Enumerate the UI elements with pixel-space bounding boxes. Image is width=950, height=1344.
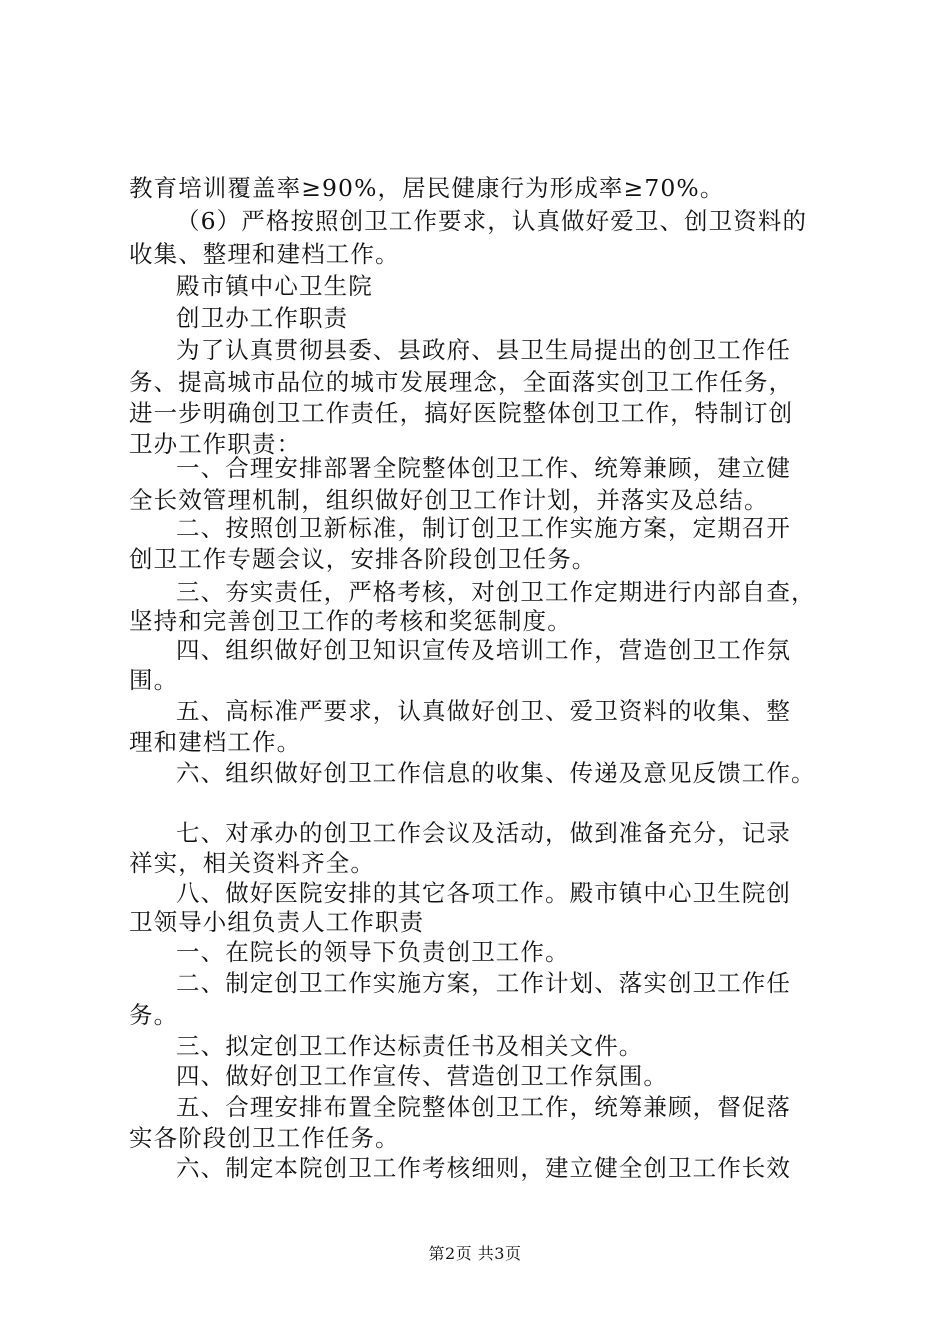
text-line: 三、拟定创卫工作达标责任书及相关文件。 (176, 1032, 644, 1060)
text-line: 实各阶段创卫工作任务。 (129, 1124, 400, 1152)
text-line: 殿市镇中心卫生院 (176, 272, 373, 300)
text-line: 二、制定创卫工作实施方案，工作计划、落实创卫工作任 (176, 969, 791, 997)
text-line: 五、合理安排布置全院整体创卫工作，统筹兼顾，督促落 (176, 1093, 791, 1121)
text-line: 三、夯实责任，严格考核，对创卫工作定期进行内部自查， (176, 578, 816, 606)
text-line: 创卫工作专题会议，安排各阶段创卫任务。 (129, 545, 597, 573)
text-line: 坚持和完善创卫工作的考核和奖惩制度。 (129, 607, 572, 635)
text-line: 围。 (129, 666, 179, 694)
page-number: 第2页 共3页 (428, 1244, 522, 1263)
text-line: 理和建档工作。 (129, 728, 302, 756)
text-line: 教育培训覆盖率≥90%，居民健康行为形成率≥70%。 (129, 174, 725, 202)
text-line: 卫领导小组负责人工作职责 (129, 908, 425, 936)
text-line: 六、制定本院创卫工作考核细则，建立健全创卫工作长效 (176, 1154, 791, 1182)
text-line: 务、提高城市品位的城市发展理念，全面落实创卫工作任务， (129, 368, 794, 396)
text-line: 四、组织做好创卫知识宣传及培训工作，营造创卫工作氛 (176, 636, 791, 664)
text-line: 一、合理安排部署全院整体创卫工作、统筹兼顾，建立健 (176, 454, 791, 482)
text-line: 收集、整理和建档工作。 (129, 240, 400, 268)
text-line: 全长效管理机制，组织做好创卫工作计划，并落实及总结。 (129, 486, 769, 514)
text-line: 二、按照创卫新标准，制订创卫工作实施方案，定期召开 (176, 514, 791, 542)
text-line: 创卫办工作职责 (176, 304, 349, 332)
text-line: 四、做好创卫工作宣传、营造创卫工作氛围。 (176, 1062, 668, 1090)
text-line: 七、对承办的创卫工作会议及活动，做到准备充分，记录 (176, 819, 791, 847)
text-line: 一、在院长的领导下负责创卫工作。 (176, 938, 570, 966)
text-line: 祥实，相关资料齐全。 (129, 849, 375, 877)
text-line: 务。 (129, 1001, 179, 1029)
text-line: 卫办工作职责： (129, 430, 302, 458)
text-line: 五、高标准严要求，认真做好创卫、爱卫资料的收集、整 (176, 697, 791, 725)
text-line: 八、做好医院安排的其它各项工作。殿市镇中心卫生院创 (176, 879, 791, 907)
text-line: 进一步明确创卫工作责任，搞好医院整体创卫工作，特制订创 (129, 399, 794, 427)
text-line: 为了认真贯彻县委、县政府、县卫生局提出的创卫工作任 (176, 336, 791, 364)
text-line: 六、组织做好创卫工作信息的收集、传递及意见反馈工作。 (176, 759, 816, 787)
text-line: （6）严格按照创卫工作要求，认真做好爱卫、创卫资料的 (176, 207, 808, 235)
